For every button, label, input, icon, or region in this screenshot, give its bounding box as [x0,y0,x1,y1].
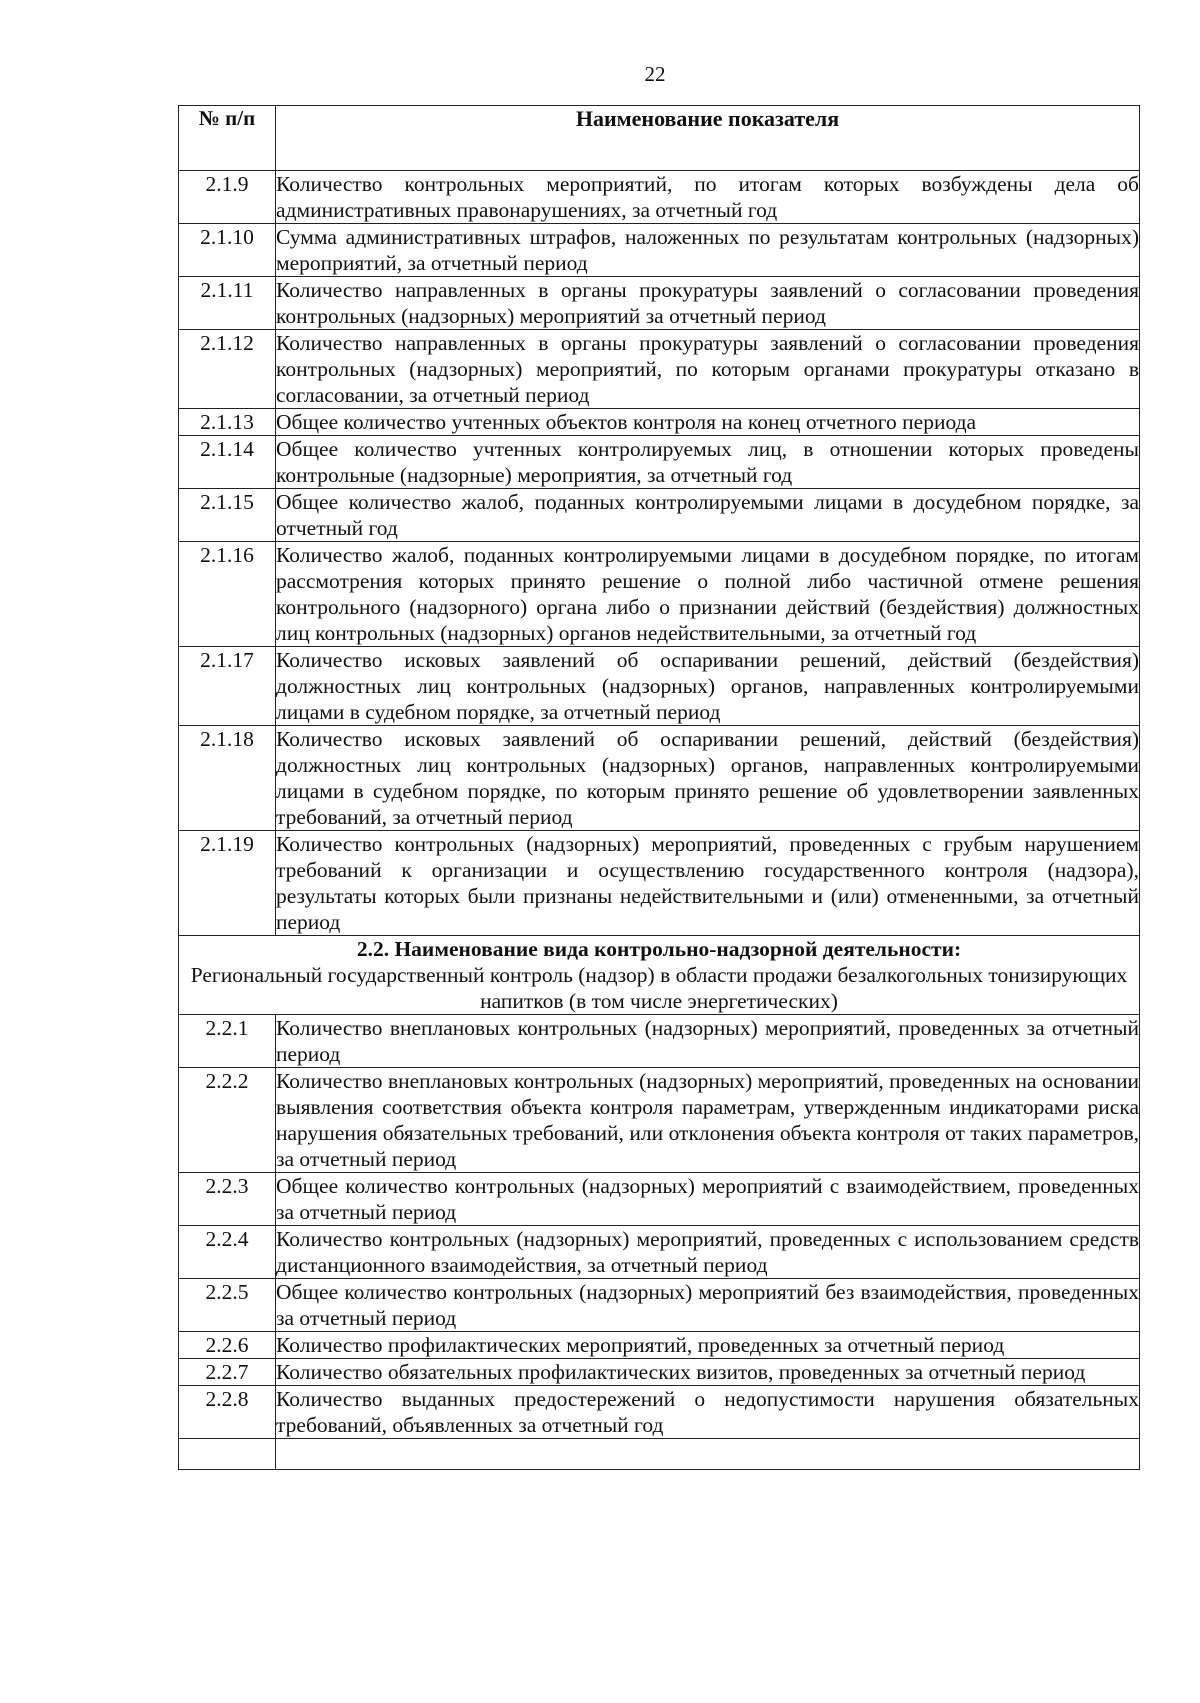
row-number: 2.1.18 [179,726,276,831]
indicator-name: Общее количество жалоб, поданных контролируемыми лицами в досудебном порядке, за отчетный год [276,490,1139,540]
table-row [179,171,1140,224]
table-row [179,1173,1140,1226]
row-number: 2.1.15 [179,489,276,542]
table-row [179,1332,1140,1359]
section-subtitle: Региональный государственный контроль (надзор) в области продажи безалкогольных тонизирующих напитков (в том числе энергетических) [190,963,1128,1013]
table-row [179,726,1140,831]
row-number: 2.2.8 [179,1386,276,1439]
table-row [179,1359,1140,1386]
row-number: 2.2.6 [179,1332,276,1359]
section-2-2-rows [179,1015,1140,1439]
table-row [179,831,1140,936]
row-number: 2.1.14 [179,436,276,489]
indicator-name: Количество внеплановых контрольных (надзорных) мероприятий, проведенных на основании выявления соответствия объекта контроля параметрам, утвержденным индикаторами риска нарушения обязательных требований, или отклонения объекта контроля от таких параметров, за отчетный период [276,1069,1139,1171]
table-footer [179,1439,1140,1470]
row-number: 2.1.16 [179,542,276,647]
section-title: 2.2. Наименование вида контрольно-надзорной деятельности: [356,937,962,961]
indicator-name: Количество внеплановых контрольных (надзорных) мероприятий, проведенных за отчетный период [276,1016,1139,1066]
blank-row [179,1439,1140,1470]
indicators-table [178,105,1140,1470]
section-2-2-heading [179,936,1140,1015]
indicator-name: Общее количество учтенных контролируемых лиц, в отношении которых проведены контрольные (надзорные) мероприятия, за отчетный год [276,437,1139,487]
indicator-name: Количество профилактических мероприятий, проведенных за отчетный период [276,1332,1140,1359]
indicator-name: Количество жалоб, поданных контролируемыми лицами в досудебном порядке, по итогам рассмотрения которых принято решение о полной либо частичной отмене решения контрольного (надзорного) органа либо о признании действий (бездействия) должностных лиц контрольных (надзорных) органов недействительными, за отчетный год [276,543,1139,645]
table-row [179,1015,1140,1068]
table-row [179,1068,1140,1173]
row-number: 2.1.10 [179,224,276,277]
blank-cell [179,1439,276,1470]
table-row [179,1386,1140,1439]
indicator-name: Количество обязательных профилактических визитов, проведенных за отчетный период [276,1359,1140,1386]
section-heading-row [179,936,1140,1015]
indicator-name: Количество направленных в органы прокуратуры заявлений о согласовании проведения контрольных (надзорных) мероприятий за отчетный период [276,278,1139,328]
page-number: 22 [644,62,666,86]
indicator-name: Сумма административных штрафов, наложенных по результатам контрольных (надзорных) мероприятий, за отчетный период [276,225,1139,275]
table-row [179,489,1140,542]
indicator-name: Количество контрольных мероприятий, по итогам которых возбуждены дела об административных правонарушениях, за отчетный год [276,172,1139,222]
row-number: 2.1.17 [179,647,276,726]
row-number: 2.2.5 [179,1279,276,1332]
table-row [179,1226,1140,1279]
indicator-name: Общее количество учтенных объектов контроля на конец отчетного периода [276,409,1140,436]
table-row [179,330,1140,409]
indicator-name: Количество контрольных (надзорных) мероприятий, проведенных с использованием средств дистанционного взаимодействия, за отчетный период [276,1227,1139,1277]
indicator-name: Общее количество контрольных (надзорных) мероприятий без взаимодействия, проведенных за отчетный период [276,1280,1139,1330]
row-number: 2.2.3 [179,1173,276,1226]
header-number: № п/п [179,106,276,171]
indicator-name: Количество направленных в органы прокуратуры заявлений о согласовании проведения контрольных (надзорных) мероприятий, по которым органами прокуратуры отказано в согласовании, за отчетный период [276,331,1139,407]
row-number: 2.1.13 [179,409,276,436]
blank-cell [276,1439,1140,1470]
table-row [179,436,1140,489]
indicator-name: Количество выданных предостережений о недопустимости нарушения обязательных требований, объявленных за отчетный год [276,1387,1139,1437]
section-2-1-rows [179,171,1140,936]
header-indicator-name: Наименование показателя [276,106,1140,171]
row-number: 2.2.1 [179,1015,276,1068]
table-header-row [179,106,1140,171]
table-row [179,277,1140,330]
indicator-name: Общее количество контрольных (надзорных) мероприятий с взаимодействием, проведенных за отчетный период [276,1174,1139,1224]
row-number: 2.1.11 [179,277,276,330]
indicator-name: Количество исковых заявлений об оспаривании решений, действий (бездействия) должностных лиц контрольных (надзорных) органов, направленных контролируемыми лицами в судебном порядке, по которым принято решение об удовлетворении заявленных требований, за отчетный период [276,727,1139,829]
row-number: 2.1.9 [179,171,276,224]
row-number: 2.1.19 [179,831,276,936]
table-row [179,1279,1140,1332]
row-number: 2.2.7 [179,1359,276,1386]
section-heading-cell [179,936,1140,1015]
table-row [179,409,1140,436]
table-row [179,224,1140,277]
row-number: 2.2.2 [179,1068,276,1173]
indicator-name: Количество контрольных (надзорных) мероприятий, проведенных с грубым нарушением требований к организации и осуществлению государственного контроля (надзора), результаты которых были признаны недействительными и (или) отмененными, за отчетный период [276,832,1139,934]
row-number: 2.1.12 [179,330,276,409]
table-row [179,542,1140,647]
table-row [179,647,1140,726]
indicator-name: Количество исковых заявлений об оспаривании решений, действий (бездействия) должностных лиц контрольных (надзорных) органов, направленных контролируемыми лицами в судебном порядке, за отчетный период [276,648,1139,724]
row-number: 2.2.4 [179,1226,276,1279]
